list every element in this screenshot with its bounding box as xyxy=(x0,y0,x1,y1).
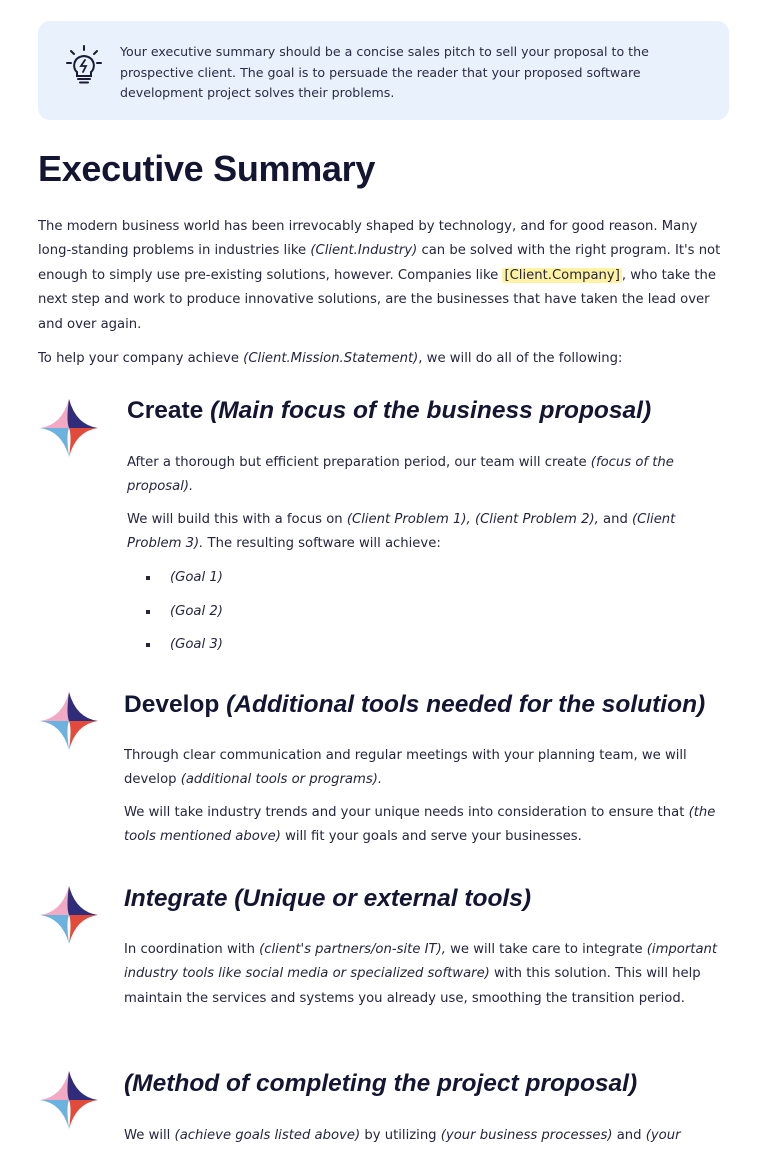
section-heading-develop: Develop (Additional tools needed for the solution) xyxy=(124,691,706,718)
list-item: (Goal 1) xyxy=(146,566,223,600)
page-title: Executive Summary xyxy=(38,148,376,189)
goals-list xyxy=(146,566,223,667)
develop-paragraph-2: We will take industry trends and your unique needs into consideration to ensure that (the tools mentioned above) will fit your goals and serve your businesses. xyxy=(124,805,716,845)
list-item: (Goal 3) xyxy=(146,633,223,667)
lightbulb-icon xyxy=(66,45,102,85)
intro-paragraph-2: To help your company achieve (Client.Mission.Statement), we will do all of the following: xyxy=(38,351,623,366)
method-paragraph: We will (achieve goals listed above) by utilizing (your business processes) and (your xyxy=(124,1128,681,1143)
tip-text: Your executive summary should be a concise sales pitch to sell your proposal to the prospective client. The goal is to persuade the reader that your proposed software development project solves their problems. xyxy=(120,44,649,100)
sparkle-icon xyxy=(38,884,100,946)
client-company-token[interactable]: [Client.Company] xyxy=(504,267,620,283)
sparkle-icon xyxy=(38,397,100,459)
section-heading-create: Create (Main focus of the business proposal) xyxy=(127,397,652,424)
section-heading-integrate: Integrate (Unique or external tools) xyxy=(124,885,532,912)
create-paragraph-1: After a thorough but efficient preparation period, our team will create (focus of the proposal). xyxy=(127,455,674,495)
sparkle-icon xyxy=(38,1069,100,1131)
create-paragraph-2: We will build this with a focus on (Client Problem 1), (Client Problem 2), and (Client Problem 3). The resulting software will achieve: xyxy=(127,512,676,552)
list-item: (Goal 2) xyxy=(146,600,223,634)
intro-paragraph: The modern business world has been irrevocably shaped by technology, and for good reason. Many long-standing problems in industries like (Client.Industry) can be solved with the right program. It's not enough to simply use pre-existing solutions, however. Companies like [Client.Company] , who take the next step and work to produce innovative solutions, are the businesses that have taken the lead over and over again. xyxy=(38,219,721,332)
sparkle-icon xyxy=(38,690,100,752)
tip-callout xyxy=(38,21,729,120)
develop-paragraph-1: Through clear communication and regular meetings with your planning team, we will develop (additional tools or programs). xyxy=(124,748,687,788)
section-heading-method: (Method of completing the project proposal) xyxy=(124,1070,638,1097)
integrate-paragraph: In coordination with (client's partners/on-site IT), we will take care to integrate (important industry tools like social media or specialized software) with this solution. This will help maintain the services and systems you already use, smoothing the transition period. xyxy=(124,942,718,1006)
